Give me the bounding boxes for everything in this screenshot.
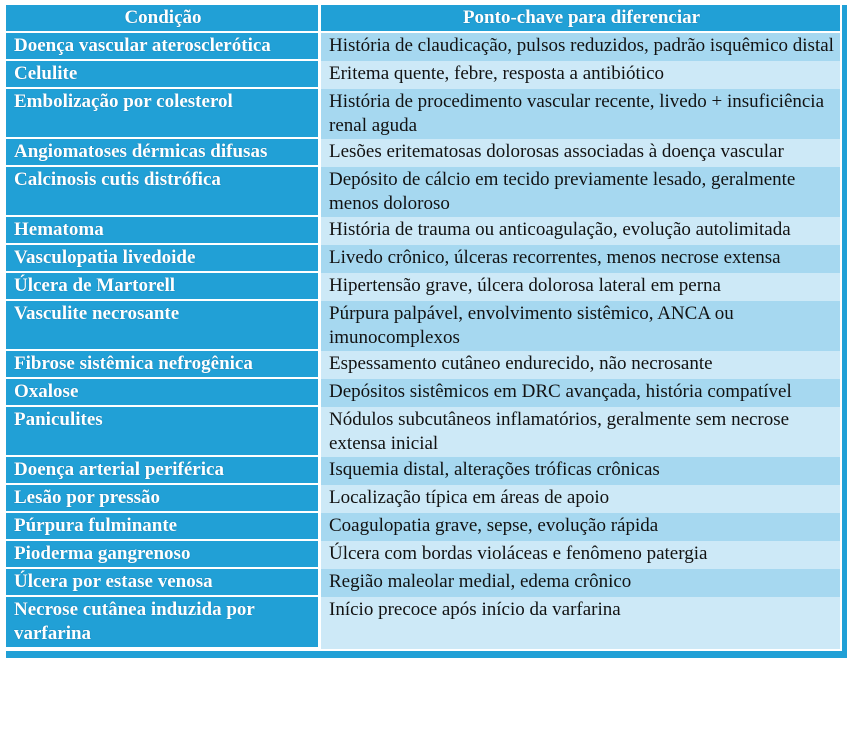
table-row bbox=[6, 273, 842, 301]
condition-cell: Celulite bbox=[6, 61, 318, 89]
condition-cell: Fibrose sistêmica nefrogênica bbox=[6, 351, 318, 379]
condition-cell: Angiomatoses dérmicas difusas bbox=[6, 139, 318, 167]
condition-cell: Úlcera por estase venosa bbox=[6, 569, 318, 597]
condition-cell: Hematoma bbox=[6, 217, 318, 245]
table-row bbox=[6, 379, 842, 407]
key-point-cell: Púrpura palpável, envolvimento sistêmico, ANCA ou imunocomplexos bbox=[318, 301, 842, 351]
table-row bbox=[6, 245, 842, 273]
table-row bbox=[6, 33, 842, 61]
condition-cell: Paniculites bbox=[6, 407, 318, 457]
condition-cell: Vasculopatia livedoide bbox=[6, 245, 318, 273]
table-row bbox=[6, 301, 842, 351]
differential-diagnosis-table bbox=[6, 5, 847, 658]
table-header-row bbox=[6, 5, 842, 33]
table-row bbox=[6, 217, 842, 245]
condition-cell: Doença vascular aterosclerótica bbox=[6, 33, 318, 61]
header-condition: Condição bbox=[6, 5, 318, 33]
key-point-cell: Coagulopatia grave, sepse, evolução rápida bbox=[318, 513, 842, 541]
table-row bbox=[6, 89, 842, 139]
key-point-cell: História de procedimento vascular recente, livedo + insuficiência renal aguda bbox=[318, 89, 842, 139]
condition-cell: Vasculite necrosante bbox=[6, 301, 318, 351]
table-row bbox=[6, 139, 842, 167]
key-point-cell: História de claudicação, pulsos reduzidos, padrão isquêmico distal bbox=[318, 33, 842, 61]
table-row bbox=[6, 351, 842, 379]
key-point-cell: Isquemia distal, alterações tróficas crônicas bbox=[318, 457, 842, 485]
key-point-cell: Depósitos sistêmicos em DRC avançada, história compatível bbox=[318, 379, 842, 407]
table-row bbox=[6, 569, 842, 597]
table-row bbox=[6, 513, 842, 541]
table-row bbox=[6, 485, 842, 513]
key-point-cell: Região maleolar medial, edema crônico bbox=[318, 569, 842, 597]
key-point-cell: Lesões eritematosas dolorosas associadas à doença vascular bbox=[318, 139, 842, 167]
table-body bbox=[6, 33, 842, 649]
condition-cell: Pioderma gangrenoso bbox=[6, 541, 318, 569]
table-row bbox=[6, 541, 842, 569]
key-point-cell: Localização típica em áreas de apoio bbox=[318, 485, 842, 513]
condition-cell: Necrose cutânea induzida por varfarina bbox=[6, 597, 318, 649]
condition-cell: Púrpura fulminante bbox=[6, 513, 318, 541]
table-row bbox=[6, 457, 842, 485]
key-point-cell: Úlcera com bordas violáceas e fenômeno patergia bbox=[318, 541, 842, 569]
key-point-cell: Depósito de cálcio em tecido previamente lesado, geralmente menos doloroso bbox=[318, 167, 842, 217]
key-point-cell: Espessamento cutâneo endurecido, não necrosante bbox=[318, 351, 842, 379]
condition-cell: Úlcera de Martorell bbox=[6, 273, 318, 301]
condition-cell: Lesão por pressão bbox=[6, 485, 318, 513]
key-point-cell: Livedo crônico, úlceras recorrentes, menos necrose extensa bbox=[318, 245, 842, 273]
table-row bbox=[6, 407, 842, 457]
key-point-cell: História de trauma ou anticoagulação, evolução autolimitada bbox=[318, 217, 842, 245]
table-row bbox=[6, 597, 842, 649]
condition-cell: Embolização por colesterol bbox=[6, 89, 318, 139]
header-key-point: Ponto-chave para diferenciar bbox=[318, 5, 842, 33]
key-point-cell: Início precoce após início da varfarina bbox=[318, 597, 842, 649]
condition-cell: Oxalose bbox=[6, 379, 318, 407]
key-point-cell: Nódulos subcutâneos inflamatórios, geralmente sem necrose extensa inicial bbox=[318, 407, 842, 457]
table-row bbox=[6, 61, 842, 89]
table-row bbox=[6, 167, 842, 217]
condition-cell: Calcinosis cutis distrófica bbox=[6, 167, 318, 217]
table-bottom-border bbox=[6, 649, 842, 658]
key-point-cell: Eritema quente, febre, resposta a antibiótico bbox=[318, 61, 842, 89]
condition-cell: Doença arterial periférica bbox=[6, 457, 318, 485]
key-point-cell: Hipertensão grave, úlcera dolorosa lateral em perna bbox=[318, 273, 842, 301]
